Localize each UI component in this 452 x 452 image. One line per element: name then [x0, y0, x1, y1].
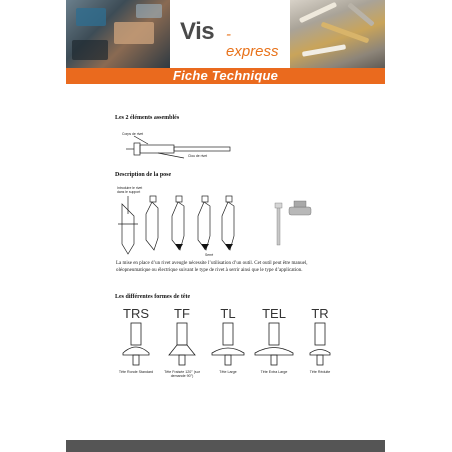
- head-trs: [114, 307, 158, 387]
- rivet-photo: [271, 193, 317, 249]
- head-shapes-row: [114, 307, 344, 387]
- head-code-tl: TL: [220, 306, 236, 321]
- header-photo-screws: [290, 0, 385, 68]
- head-caption-tl: Tête Large: [219, 370, 237, 374]
- logo-main: Vis: [180, 18, 215, 45]
- tel-drawing: [254, 321, 294, 369]
- head-code-tr: TR: [311, 306, 329, 321]
- section-title-pose: Description de la pose: [115, 172, 172, 178]
- title-band: Fiche Technique: [66, 68, 385, 84]
- head-code-tel: TEL: [262, 306, 286, 321]
- tl-drawing: [208, 321, 248, 369]
- head-code-trs: TRS: [123, 306, 149, 321]
- label-rivet-nail: Clou de rivet: [188, 154, 208, 158]
- trs-drawing: [116, 321, 156, 369]
- footer-bar: [66, 440, 385, 452]
- technical-sheet: [66, 0, 385, 452]
- head-tl: [206, 307, 250, 387]
- logo-accent: -express: [226, 26, 279, 60]
- brand-logo: [180, 18, 280, 60]
- head-tel: [252, 307, 296, 387]
- header-photo-tools: [66, 0, 170, 68]
- section-title-heads: Les différentes formes de tête: [115, 294, 191, 300]
- tr-drawing: [300, 321, 340, 369]
- head-tr: [298, 307, 342, 387]
- tf-drawing: [162, 321, 202, 369]
- assembled-rivet-drawing: [126, 134, 236, 160]
- head-caption-tr: Tête Réduite: [309, 370, 331, 374]
- label-rivet-body: Corps de rivet: [122, 132, 144, 136]
- installation-paragraph: La mise en place d’un rivet aveugle nécessite l’utilisation d’un outil. Cet outil peut être manuel, oléopneumatique ou électrique suivant le type de rivet à serrir ainsi que le type d’application.: [116, 261, 308, 273]
- installation-steps-drawing: [116, 194, 244, 258]
- section-title-assembled: Les 2 éléments assemblés: [115, 115, 180, 121]
- header: [66, 0, 385, 83]
- head-caption-tel: Tête Extra Large: [260, 370, 288, 374]
- head-caption-trs: Tête Ronde Standard: [118, 370, 154, 374]
- label-serre: Serré: [205, 253, 214, 257]
- label-insert-rivet: Introduire le rivet dans le support: [117, 186, 143, 194]
- head-tf: [160, 307, 204, 387]
- head-code-tf: TF: [174, 306, 190, 321]
- head-caption-tf: Tête Fraisée 120° (sur demande 90°): [164, 370, 200, 378]
